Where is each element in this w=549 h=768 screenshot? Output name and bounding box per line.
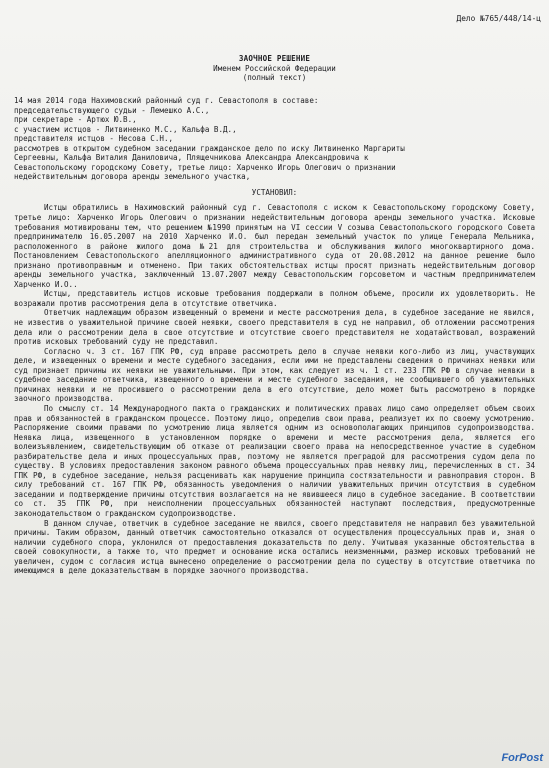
intro-line: при секретаре - Артюх Ю.В., (14, 115, 137, 125)
intro-line: с участием истцов - Литвиненко М.С., Кальфа В.Д., (14, 124, 237, 134)
paragraph: По смыслу ст. 14 Международного пакта о гражданских и политических правах лицо само определяет объем своих прав и обязанностей в гражданском процессе. Поэтому лицо, определив свои права, реализует их по своему усмотрению. Распоряжение своими правами по усмотрению лица является одним из основополагающих принципов судопроизводства. Неявка лица, извещенного в установленном порядке о времени и месте рассмотрения дела, является его волеизъявлением, свидетельствующим об отказе от реализации своего права на непосредственное участие в судебном разбирательстве дела и иных процессуальных прав, поэтому не является преградой для рассмотрения судом дела по существу. В условиях предоставления законом равного объема процессуальных прав неявку лиц, перечисленных в ст. 34 ГПК РФ, в судебное заседание, нельзя расценивать как нарушение принципа состязательности и равноправия сторон. В силу требований ст. 167 ГПК РФ, обязанность уведомления о наличии уважительных причин отсутствия в судебном заседании и подтверждение причины отсутствия возлагается на не явившееся лицо в судебное заседание. В соответствии со ст. 35 ГПК РФ, при неисполнении процессуальных обязанностей наступают последствия, предусмотренные законодательством о гражданском судопроизводстве. (14, 403, 535, 518)
forpost-watermark: ForPost (501, 752, 543, 765)
intro-block (14, 96, 535, 182)
paragraph: Истцы, представитель истцов исковые требования поддержали в полном объеме, просили их удовлетворить. Не возражали против рассмотрения дела в отсутствие ответчика. (14, 289, 535, 308)
intro-line: председательствующего судьи - Лемешко А.С., (14, 105, 210, 115)
section-heading: УСТАНОВИЛ: (251, 187, 298, 197)
paragraph: В данном случае, ответчик в судебное заседание не явился, своего представителя не направил без уважительной причины. Таким образом, данный ответчик самостоятельно отказался от осуществления процессуальных прав и, зная о наличии судебного спора, уклонился от предоставления доказательств по делу. Учитывая указанные обстоятельства в своей совокупности, а также то, что предмет и основание иска остались неизменными, размер исковых требований не увеличен, судом с согласия истца вынесено определение о рассмотрении дела по существу в отсутствие ответчика по имеющимся в деле доказательствам в порядке заочного производства. (14, 518, 535, 576)
intro-line: Севастопольскому городскому Совету, третье лицо: Харченко Игорь Олегович о признании (14, 162, 396, 172)
paragraph: Истцы обратились в Нахимовский районный суд г. Севастополя с иском к Севастопольскому городскому Совету, третье лицо: Харченко Игорь Олегович о признании недействительным договора аренды земельного участка. Исковые требования мотивированы тем, что решением №1990 принятым на VI сессии V созыва Севастопольского городского Совета предпринимателю 16.05.2007 на 2010 Харченко И.О. был передан земельный участок по улице Генерала Мельника, расположенного в районе жилого дома №21 для строительства и обслуживания жилого многоквартирного дома. Постановлением Севастопольского апелляционного административного суда от 20.08.2012 на данное решение было признано противоправным и отменено. При таких обстоятельствах истцы просят признать недействительным договор аренды земельного участка, заключенный 13.07.2007 между Севастопольским горсоветом и частным предпринимателем Харченко И.О.. (14, 203, 535, 289)
case-reference: Дело №765/448/14-ц (456, 14, 541, 23)
intro-line: рассмотрев в открытом судебном заседании гражданское дело по иску Литвиненко Маргариты (14, 143, 405, 153)
intro-line: представителя истцов - Несова С.Н., (14, 134, 174, 144)
document-subtitle: Именем Российской Федерации (213, 63, 336, 73)
title-block (0, 54, 549, 83)
document-title: ЗАОЧНОЕ РЕШЕНИЕ (238, 54, 311, 63)
intro-line: Сергеевны, Кальфа Виталия Даниловича, Плящечникова Александра Александровича к (14, 153, 369, 163)
intro-line: недействительным договора аренды земельного участка, (14, 172, 251, 182)
document-subtitle-full-text: (полный текст) (242, 73, 307, 83)
intro-line: 14 мая 2014 года Нахимовский районный суд г. Севастополя в составе: (14, 96, 319, 105)
document-body (14, 96, 535, 576)
paragraph: Согласно ч. 3 ст. 167 ГПК РФ, суд вправе рассмотреть дело в случае неявки кого-либо из лиц, участвующих деле, и извещенных о времени и месте судебного заседания, если ими не представлены сведения о причинах неявки или суд признает причины их неявки не уважительными. При этом, как следует из ч. 1 ст. 233 ГПК РФ в случае неявки в судебное заседание ответчика, извещенного о времени и месте судебного заседания, не сообщившего об уважительных причинах неявки и не просившего о рассмотрении дела в его отсутствие, дело может быть рассмотрено в порядке заочного производства. (14, 346, 535, 404)
paragraph: Ответчик надлежащим образом извещенный о времени и месте рассмотрения дела, в судебное заседание не явился, не известив о уважительной причине своей неявки, своего представителя в суд не направил, об отложении рассмотрения дела или о рассмотрении дела в свое отсутствие и отсутствие своего представителя не ходатайствовал, возражений против исковых требований суду не представил. (14, 308, 535, 347)
